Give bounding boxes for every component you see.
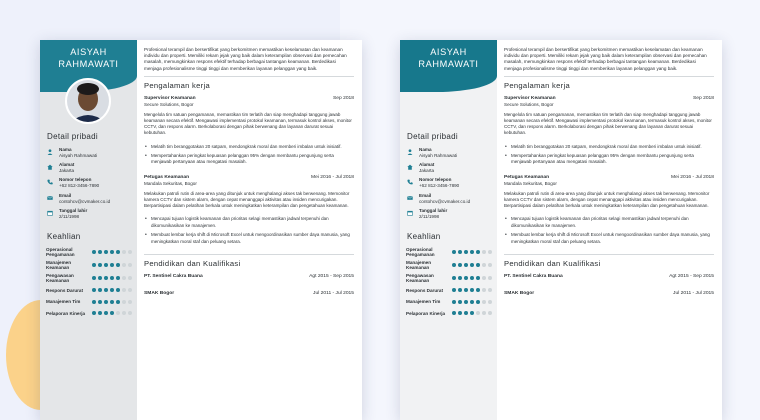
skill-name: Manajemen Tim bbox=[46, 299, 81, 305]
rating-dot bbox=[464, 288, 468, 292]
job-bullets bbox=[504, 216, 714, 245]
rating-dot bbox=[488, 250, 492, 254]
rating-dot bbox=[104, 250, 108, 254]
skills-title: Keahlian bbox=[407, 232, 441, 241]
skill-rating bbox=[92, 300, 132, 304]
resume-sidebar bbox=[400, 40, 497, 420]
rating-dot bbox=[482, 263, 486, 267]
rating-dot bbox=[104, 276, 108, 280]
rating-dot bbox=[128, 276, 132, 280]
skill-row bbox=[406, 273, 494, 284]
job-bullet: • Melatih tim beranggotakan 20 satpam, mendongkrak moral dan memberi imbalan untuk inisiatif. bbox=[504, 144, 714, 150]
detail-item bbox=[406, 162, 494, 174]
skill-name: Pengawasan Keamanan bbox=[406, 272, 434, 284]
education-title: Pendidikan dan Kualifikasi bbox=[144, 259, 241, 269]
job-description: Mengelola tim satuan pengamanan, memastikan tim terlatih dan siap menghadapi tanggung jawab keamanan secara efektif. Mengawasi implementasi protokol keamanan, termasuk kontrol akses, monitor CCTV, dan respons alarm. Berkolaborasi dengan pihak berwenang dan layanan darurat sesuai kebutuhan. bbox=[504, 111, 712, 136]
detail-label: Nama bbox=[59, 147, 72, 152]
rating-dot bbox=[98, 263, 102, 267]
skill-name: Respons Darurat bbox=[406, 287, 444, 293]
detail-value: +62 812-3456-7890 bbox=[419, 183, 460, 189]
rating-dot bbox=[110, 311, 114, 315]
rating-dot bbox=[110, 288, 114, 292]
calendar-icon bbox=[406, 209, 414, 217]
rating-dot bbox=[452, 288, 456, 292]
skill-row bbox=[406, 247, 494, 258]
job-bullets bbox=[504, 144, 714, 166]
person-icon bbox=[406, 148, 414, 156]
detail-item bbox=[406, 177, 494, 189]
skill-name: Manajemen Keamanan bbox=[406, 259, 432, 271]
rating-dot bbox=[470, 263, 474, 267]
job-company: Secure Solutions, Bogor bbox=[504, 101, 554, 107]
rating-dot bbox=[476, 300, 480, 304]
rating-dot bbox=[104, 263, 108, 267]
edu-date: Jul 2011 - Jul 2015 bbox=[673, 291, 714, 297]
rating-dot bbox=[452, 250, 456, 254]
skill-rating bbox=[452, 300, 492, 304]
skill-rating bbox=[452, 311, 492, 315]
detail-label: Nomor telepon bbox=[59, 177, 92, 183]
rating-dot bbox=[482, 276, 486, 280]
skills-list bbox=[406, 247, 494, 320]
divider bbox=[144, 76, 354, 77]
edu-school: SMAK Bogor bbox=[144, 291, 175, 297]
phone-icon bbox=[46, 178, 54, 186]
skill-name: Manajemen Keamanan bbox=[46, 259, 72, 271]
detail-item bbox=[46, 177, 134, 189]
job-bullet: • Mempertahankan peringkat kepuasan pelanggan 95% dengan membantu pengunjung serta menjawab pertanyaan atau mengatasi masalah. bbox=[144, 153, 354, 166]
skill-name: Pelaporan Kinerja bbox=[406, 310, 446, 316]
rating-dot bbox=[110, 300, 114, 304]
detail-item bbox=[46, 147, 134, 159]
job-company: Secure Solutions, Bogor bbox=[144, 101, 194, 107]
phone-icon bbox=[406, 178, 414, 186]
rating-dot bbox=[452, 263, 456, 267]
rating-dot bbox=[116, 311, 120, 315]
rating-dot bbox=[116, 250, 120, 254]
rating-dot bbox=[476, 263, 480, 267]
rating-dot bbox=[470, 276, 474, 280]
detail-item bbox=[46, 193, 134, 205]
skill-rating bbox=[452, 288, 492, 292]
resume-sidebar bbox=[40, 40, 137, 420]
rating-dot bbox=[110, 276, 114, 280]
rating-dot bbox=[464, 263, 468, 267]
detail-label: Nama bbox=[419, 147, 432, 152]
detail-value: Jakarta bbox=[59, 168, 75, 174]
skills-list bbox=[46, 247, 134, 320]
skills-title: Keahlian bbox=[47, 232, 81, 241]
details-title: Detail pribadi bbox=[47, 132, 98, 141]
details-list bbox=[46, 147, 134, 223]
job-description: Melakukan patroli rutin di area-area yang ditunjuk untuk menghalangi akses tak berwenang. Memonitor kamera CCTV dan sistem alarm, dengan cepat menanggapi aktivitas atau insiden mencurigakan. Berpartisipasi dalam pelatihan berkala untuk meningkatkan keterampilan dan pengetahuan keamanan. bbox=[144, 190, 350, 209]
rating-dot bbox=[458, 250, 462, 254]
skill-rating bbox=[452, 276, 492, 280]
rating-dot bbox=[116, 276, 120, 280]
rating-dot bbox=[482, 250, 486, 254]
details-title: Detail pribadi bbox=[407, 132, 458, 141]
skill-rating bbox=[452, 250, 492, 254]
detail-value: contohcv@cvmaker.co.id bbox=[419, 198, 471, 204]
job-entry bbox=[144, 96, 354, 166]
skill-name: Operasional Pengamanan bbox=[46, 247, 75, 258]
rating-dot bbox=[452, 276, 456, 280]
rating-dot bbox=[116, 288, 120, 292]
rating-dot bbox=[482, 311, 486, 315]
detail-label: Email bbox=[59, 192, 72, 198]
edu-school: PT. Sentinel Cakra Buana bbox=[144, 274, 203, 280]
detail-label: Nomor telepon bbox=[419, 177, 452, 183]
experience-title: Pengalaman kerja bbox=[144, 80, 211, 90]
detail-value: 2/11/1998 bbox=[419, 213, 440, 219]
job-bullet: • Membuat lembar kerja shift di Microsoft Excel untuk mengoordinasikan sumber daya manusia, yang meningkatkan moral staf dan peluang setara. bbox=[144, 232, 354, 245]
detail-label: Email bbox=[419, 192, 432, 198]
detail-value: Jakarta bbox=[419, 168, 435, 174]
job-description: Melakukan patroli rutin di area-area yang ditunjuk untuk menghalangi akses tak berwenang. Memonitor kamera CCTV dan sistem alarm, dengan cepat menanggapi aktivitas atau insiden mencurigakan. Berpartisipasi dalam pelatihan berkala untuk meningkatkan keterampilan dan pengetahuan keamanan. bbox=[504, 190, 710, 209]
skill-rating bbox=[92, 288, 132, 292]
detail-value: Aisyah Rahmawati bbox=[419, 153, 458, 158]
skill-row bbox=[46, 309, 134, 318]
skill-name: Manajemen Tim bbox=[406, 299, 441, 305]
rating-dot bbox=[464, 300, 468, 304]
job-entry bbox=[504, 96, 714, 166]
rating-dot bbox=[482, 288, 486, 292]
resume-main bbox=[497, 40, 722, 420]
rating-dot bbox=[92, 288, 96, 292]
skill-name: Pelaporan Kinerja bbox=[46, 310, 86, 316]
email-icon bbox=[406, 194, 414, 202]
edu-date: Jul 2011 - Jul 2015 bbox=[313, 291, 354, 297]
job-company: Mandala Sekuritas, Bogor bbox=[504, 180, 557, 186]
edu-school: PT. Sentinel Cakra Buana bbox=[504, 274, 563, 280]
experience-title: Pengalaman kerja bbox=[504, 80, 571, 90]
rating-dot bbox=[104, 300, 108, 304]
edu-school: SMAK Bogor bbox=[504, 291, 535, 297]
skill-rating bbox=[92, 311, 132, 315]
job-role: Supervisor Keamanan bbox=[144, 95, 196, 101]
job-role: Petugas Keamanan bbox=[144, 174, 190, 180]
rating-dot bbox=[128, 250, 132, 254]
details-list bbox=[406, 147, 494, 223]
skill-name: Respons Darurat bbox=[46, 287, 84, 293]
education-entry bbox=[504, 291, 714, 296]
rating-dot bbox=[458, 300, 462, 304]
rating-dot bbox=[98, 276, 102, 280]
rating-dot bbox=[122, 311, 126, 315]
rating-dot bbox=[122, 276, 126, 280]
skill-row bbox=[46, 286, 134, 295]
skill-rating bbox=[452, 263, 492, 267]
rating-dot bbox=[122, 288, 126, 292]
divider bbox=[504, 76, 714, 77]
job-bullets bbox=[144, 144, 354, 166]
education-title: Pendidikan dan Kualifikasi bbox=[504, 259, 601, 269]
rating-dot bbox=[476, 250, 480, 254]
rating-dot bbox=[116, 263, 120, 267]
skill-rating bbox=[92, 276, 132, 280]
rating-dot bbox=[122, 263, 126, 267]
rating-dot bbox=[488, 263, 492, 267]
divider bbox=[144, 254, 354, 255]
home-icon bbox=[406, 163, 414, 171]
skill-rating bbox=[92, 263, 132, 267]
resume-name: AISYAH RAHMAWATI bbox=[58, 47, 119, 69]
detail-label: Alamat bbox=[419, 162, 435, 168]
detail-value: 2/11/1998 bbox=[59, 213, 80, 219]
resume-preview-left[interactable] bbox=[40, 40, 362, 420]
job-bullet: • Mencapai tujuan logistik keamanan dan prioritas selagi memastikan jadwal terpenuhi dan dikomunikasikan ke manajemen. bbox=[144, 216, 354, 229]
rating-dot bbox=[488, 311, 492, 315]
skill-name: Pengawasan Keamanan bbox=[46, 272, 74, 284]
detail-item bbox=[46, 208, 134, 220]
job-bullet: • Melatih tim beranggotakan 20 satpam, mendongkrak moral dan memberi imbalan untuk inisiatif. bbox=[144, 144, 354, 150]
skill-row bbox=[46, 273, 134, 284]
rating-dot bbox=[464, 276, 468, 280]
job-company: Mandala Sekuritas, Bogor bbox=[144, 180, 197, 186]
rating-dot bbox=[128, 263, 132, 267]
divider bbox=[504, 254, 714, 255]
summary-text: Profesional terampil dan bersertifikat yang berkomitmen memastikan keselamatan dan keamanan individu dan properti. Memiliki rekam jejak yang baik dalam keterampilan observasi dan pemecahan masalah, memungkinkan respons efektif terhadap berbagai tantangan keamanan. Berdedikasi menjaga profesionalisme tinggi tinggi dan memberikan layanan pelanggan yang baik. bbox=[504, 47, 707, 71]
rating-dot bbox=[98, 250, 102, 254]
detail-value: +62 812-3456-7890 bbox=[59, 183, 100, 189]
rating-dot bbox=[92, 276, 96, 280]
job-bullet: • Mempertahankan peringkat kepuasan pelanggan 95% dengan membantu pengunjung serta menjawab pertanyaan atau mengatasi masalah. bbox=[504, 153, 714, 166]
rating-dot bbox=[470, 311, 474, 315]
education-entry bbox=[504, 274, 714, 279]
job-date: Mei 2016 - Jul 2018 bbox=[671, 174, 714, 180]
rating-dot bbox=[488, 288, 492, 292]
job-role: Supervisor Keamanan bbox=[504, 95, 556, 101]
detail-item bbox=[46, 162, 134, 174]
rating-dot bbox=[122, 300, 126, 304]
email-icon bbox=[46, 194, 54, 202]
rating-dot bbox=[488, 300, 492, 304]
rating-dot bbox=[464, 250, 468, 254]
rating-dot bbox=[104, 288, 108, 292]
skill-row bbox=[406, 309, 494, 318]
rating-dot bbox=[476, 276, 480, 280]
job-bullet: • Membuat lembar kerja shift di Microsoft Excel untuk mengoordinasikan sumber daya manusia, yang meningkatkan moral staf dan peluang setara. bbox=[504, 232, 714, 245]
person-icon bbox=[46, 148, 54, 156]
rating-dot bbox=[128, 300, 132, 304]
education-entry bbox=[144, 291, 354, 296]
resume-main bbox=[137, 40, 362, 420]
detail-label: Tanggal lahir bbox=[419, 207, 448, 213]
rating-dot bbox=[92, 311, 96, 315]
job-bullet: • Mencapai tujuan logistik keamanan dan prioritas selagi memastikan jadwal terpenuhi dan dikomunikasikan ke manajemen. bbox=[504, 216, 714, 229]
job-role: Petugas Keamanan bbox=[504, 174, 550, 180]
detail-item bbox=[406, 147, 494, 159]
rating-dot bbox=[464, 311, 468, 315]
rating-dot bbox=[110, 263, 114, 267]
summary-text: Profesional terampil dan bersertifikat yang berkomitmen memastikan keselamatan dan keamanan individu dan properti. Memiliki rekam jejak yang baik dalam keterampilan observasi dan pemecahan masalah, memungkinkan respons efektif terhadap berbagai tantangan keamanan. Berdedikasi menjaga profesionalisme tinggi tinggi dan memberikan layanan pelanggan yang baik. bbox=[144, 47, 347, 71]
rating-dot bbox=[452, 300, 456, 304]
rating-dot bbox=[458, 276, 462, 280]
rating-dot bbox=[458, 263, 462, 267]
rating-dot bbox=[92, 263, 96, 267]
rating-dot bbox=[476, 288, 480, 292]
rating-dot bbox=[128, 288, 132, 292]
skill-name: Operasional Pengamanan bbox=[406, 247, 435, 258]
avatar bbox=[65, 78, 111, 124]
job-bullets bbox=[144, 216, 354, 245]
rating-dot bbox=[98, 300, 102, 304]
job-date: Mei 2016 - Jul 2018 bbox=[311, 174, 354, 180]
rating-dot bbox=[104, 311, 108, 315]
edu-date: Agt 2015 - Sep 2015 bbox=[309, 274, 354, 280]
rating-dot bbox=[116, 300, 120, 304]
calendar-icon bbox=[46, 209, 54, 217]
skill-row bbox=[406, 297, 494, 306]
rating-dot bbox=[482, 300, 486, 304]
skill-row bbox=[46, 247, 134, 258]
skill-rating bbox=[92, 250, 132, 254]
skill-row bbox=[46, 297, 134, 306]
job-date: Sep 2018 bbox=[333, 95, 354, 101]
detail-label: Tanggal lahir bbox=[59, 207, 88, 213]
detail-value: Aisyah Rahmawati bbox=[59, 153, 98, 158]
rating-dot bbox=[110, 250, 114, 254]
job-description: Mengelola tim satuan pengamanan, memastikan tim terlatih dan siap menghadapi tanggung jawab keamanan secara efektif. Mengawasi implementasi protokol keamanan, termasuk kontrol akses, monitor CCTV, dan respons alarm. Berkolaborasi dengan pihak berwenang dan layanan darurat sesuai kebutuhan. bbox=[144, 111, 352, 136]
rating-dot bbox=[476, 311, 480, 315]
rating-dot bbox=[488, 276, 492, 280]
rating-dot bbox=[458, 311, 462, 315]
detail-item bbox=[406, 208, 494, 220]
job-entry bbox=[144, 175, 354, 245]
detail-item bbox=[406, 193, 494, 205]
edu-date: Agt 2015 - Sep 2015 bbox=[669, 274, 714, 280]
rating-dot bbox=[92, 250, 96, 254]
rating-dot bbox=[470, 300, 474, 304]
rating-dot bbox=[470, 250, 474, 254]
resume-preview-right[interactable] bbox=[400, 40, 722, 420]
detail-label: Alamat bbox=[59, 162, 75, 168]
skill-row bbox=[46, 260, 134, 271]
job-date: Sep 2018 bbox=[693, 95, 714, 101]
education-entry bbox=[144, 274, 354, 279]
rating-dot bbox=[452, 311, 456, 315]
rating-dot bbox=[122, 250, 126, 254]
job-entry bbox=[504, 175, 714, 245]
rating-dot bbox=[470, 288, 474, 292]
home-icon bbox=[46, 163, 54, 171]
rating-dot bbox=[458, 288, 462, 292]
skill-row bbox=[406, 286, 494, 295]
rating-dot bbox=[98, 288, 102, 292]
detail-value: contohcv@cvmaker.co.id bbox=[59, 198, 111, 204]
rating-dot bbox=[128, 311, 132, 315]
rating-dot bbox=[98, 311, 102, 315]
resume-name: AISYAH RAHMAWATI bbox=[418, 47, 479, 69]
rating-dot bbox=[92, 300, 96, 304]
skill-row bbox=[406, 260, 494, 271]
